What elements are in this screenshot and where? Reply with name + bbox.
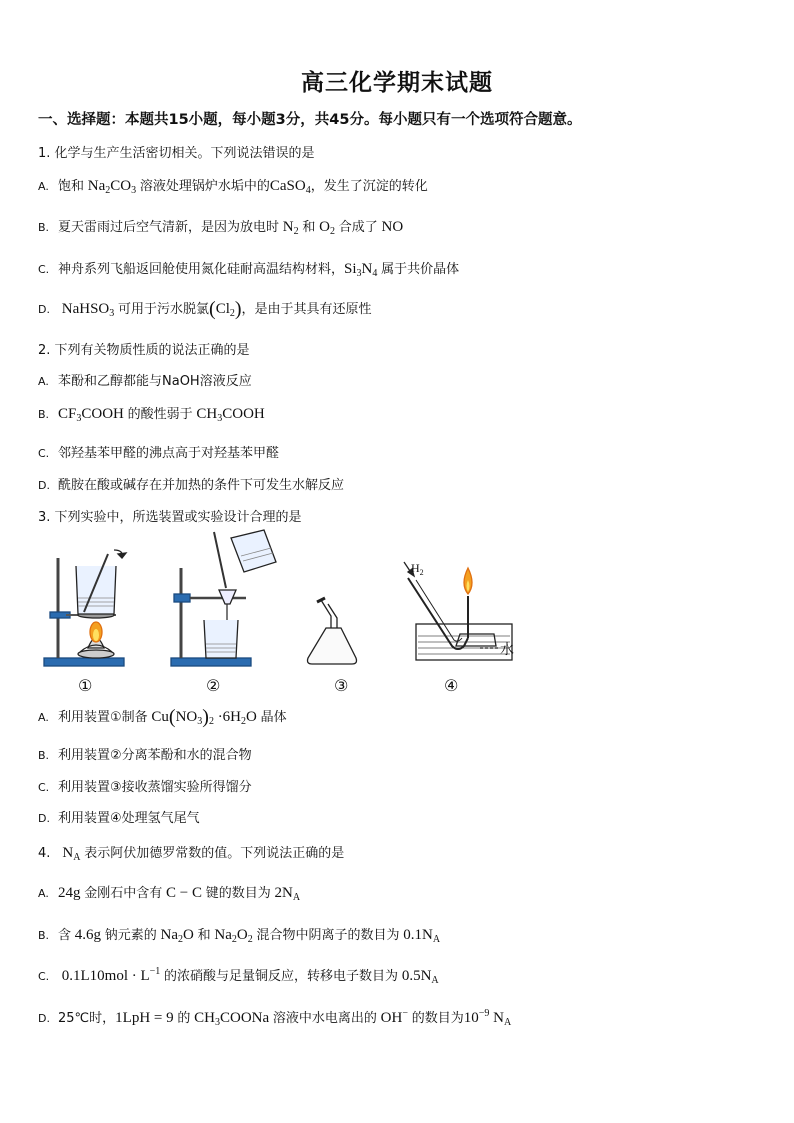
caption-4: ④ <box>444 676 459 695</box>
q2-option-d: D. 酰胺在酸或碱存在并加热的条件下可发生水解反应 <box>38 478 345 493</box>
h2-label: $H_2$ <box>411 561 424 577</box>
apparatus-1-evaporation <box>44 550 126 666</box>
q2-option-a: A. 苯酚和乙醇都能与NaOH溶液反应 <box>38 374 252 389</box>
q2-option-b: B. $CF_3COOH$ 的酸性弱于 $CH_3COOH$ <box>38 406 265 424</box>
q4-option-a: A. 24g 金刚石中含有 C − C 键的数目为 $2N_A$ <box>38 885 301 903</box>
caption-2: ② <box>206 676 221 695</box>
q3-stem: 3. 下列实验中，所选装置或实验设计合理的是 <box>38 510 302 525</box>
q2-option-c: C. 邻羟基苯甲醛的沸点高于对羟基苯甲醛 <box>38 446 280 461</box>
q1-stem: 1. 化学与生产生活密切相关。下列说法错误的是 <box>38 146 315 161</box>
caption-3: ③ <box>334 676 349 695</box>
q4-option-b: B. 含 4.6g 钠元素的 $Na_2O$ 和 $Na_2O_2$ 混合物中阴离子的数目为 $0.1N_A$ <box>38 927 441 945</box>
water-label: 水 <box>500 642 514 658</box>
page-title: 高三化学期末试题 <box>301 70 493 96</box>
apparatus-2-filtration <box>171 530 276 666</box>
q3-option-b: B. 利用装置②分离苯酚和水的混合物 <box>38 748 252 763</box>
q3-option-d: D. 利用装置④处理氢气尾气 <box>38 811 200 826</box>
q2-stem: 2. 下列有关物质性质的说法正确的是 <box>38 343 250 358</box>
q1-d-label: D. <box>38 303 50 316</box>
apparatus-3-flask <box>308 598 357 664</box>
q4-stem: 4. $N_A$ 表示阿伏加德罗常数的值。下列说法正确的是 <box>38 845 345 863</box>
q1-b-label: B. <box>38 221 50 234</box>
q1-option-c: C. 神舟系列飞船返回舱使用氮化硅耐高温结构材料，$Si_3N_4$ 属于共价晶体 <box>38 261 460 279</box>
caption-1: ① <box>78 676 93 695</box>
q1-option-a: A. 饱和 $Na_2CO_3$ 溶液处理锅炉水垢中的CaSO$_4$，发生了沉淀的转化 <box>38 178 428 196</box>
q1-option-d: D. NaHSO$_3$ 可用于污水脱氯$(Cl_2)$，是由于其具有还原性 <box>38 298 372 320</box>
section-header: 一、选择题：本题共15小题，每小题3分，共45分。每小题只有一个选项符合题意。 <box>38 112 582 128</box>
apparatus-4-trough <box>404 561 514 660</box>
q3-option-a: A. 利用装置①制备 $Cu(NO_3)_2 \cdot 6H_2O$ 晶体 <box>38 706 287 728</box>
q1-a-label: A. <box>38 180 49 193</box>
q3-option-c: C. 利用装置③接收蒸馏实验所得馏分 <box>38 780 252 795</box>
q4-option-d: D. 25℃时，1LpH = 9 的 $CH_3COONa$ 溶液中水电离出的 OH− 的数目为$10^{-9}$ $N_A$ <box>38 1008 512 1028</box>
q4-option-c: C. $0.1L10mol \cdot L^{-1}$ 的浓硝酸与足量铜反应，转移电子数目为 $0.5N_A$ <box>38 966 439 986</box>
apparatus-figure <box>36 528 536 698</box>
q1-c-label: C. <box>38 263 50 276</box>
q1-option-b: B. 夏天雷雨过后空气清新，是因为放电时 $N_2$ 和 $O_2$ 合成了 NO <box>38 219 404 237</box>
